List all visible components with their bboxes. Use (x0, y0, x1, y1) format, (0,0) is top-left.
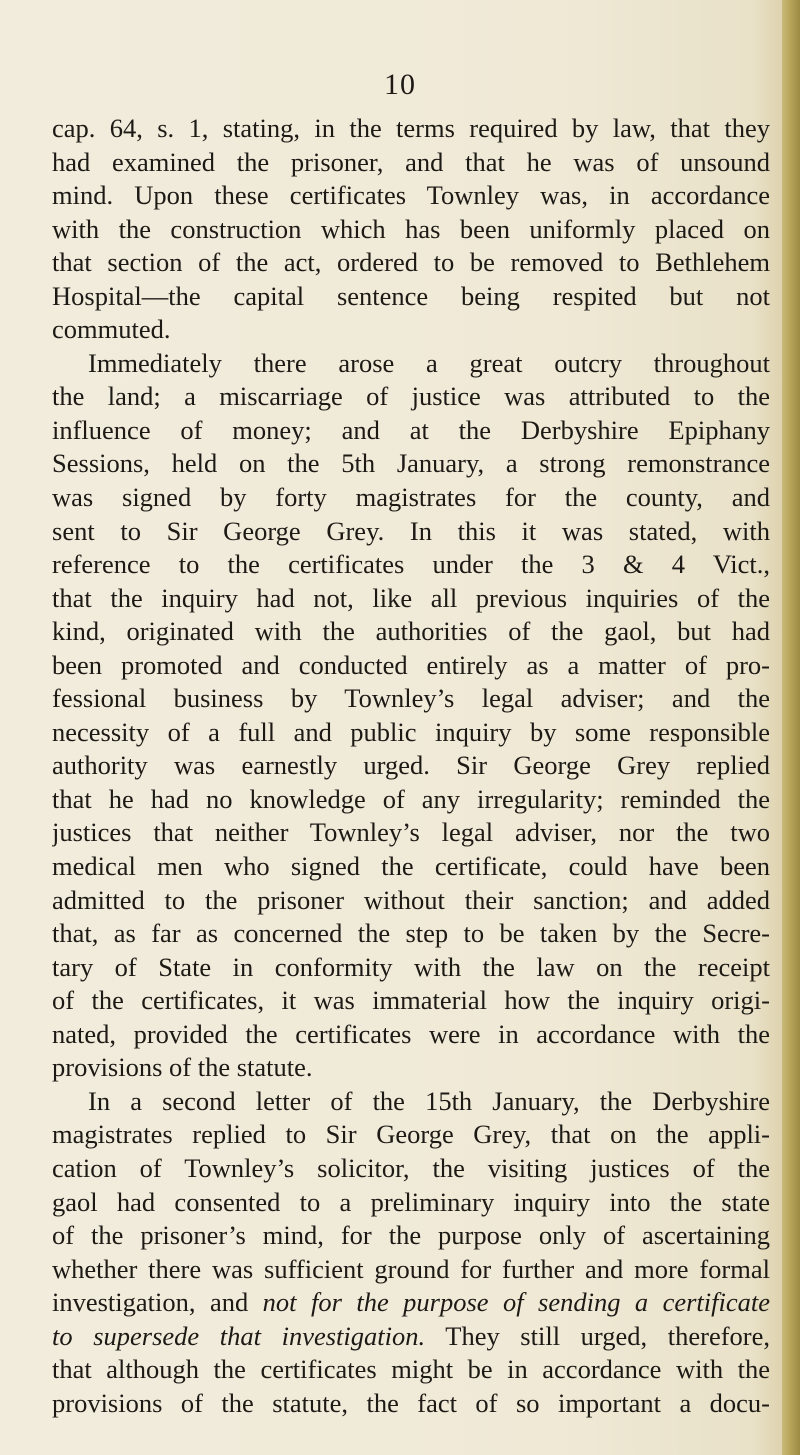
text-line: whether there was sufficient ground for further and more formal (52, 1253, 770, 1284)
text-line: the land; a miscarriage of justice was attributed to the (52, 381, 770, 412)
text-line: that section of the act, ordered to be removed to Bethlehem (52, 247, 770, 278)
text-line: of the prisoner’s mind, for the purpose only of ascertaining (52, 1220, 770, 1251)
text-line: that the inquiry had not, like all previous inquiries of the (52, 582, 770, 613)
italic-phrase: not for the purpose of sending a certificate (262, 1287, 770, 1318)
text-line: kind, originated with the authorities of the gaol, but had (52, 616, 770, 647)
text-line: reference to the certificates under the 3 & 4 Vict., (52, 549, 770, 580)
text-line: admitted to the prisoner without their sanction; and added (52, 884, 770, 915)
text-line: In a second letter of the 15th January, the Derbyshire (88, 1085, 770, 1116)
text-line: with the construction which has been uniformly placed on (52, 213, 770, 244)
text-line: sent to Sir George Grey. In this it was stated, with (52, 515, 770, 546)
text-line: cap. 64, s. 1, stating, in the terms required by law, that they (52, 113, 770, 143)
text-line: tary of State in conformity with the law on the receipt (52, 951, 770, 982)
text-line: mind. Upon these certificates Townley was, in accordance (52, 180, 770, 211)
text-line: that although the certificates might be in accordance with the (52, 1354, 770, 1385)
body-text (52, 112, 770, 1420)
text-line: provisions of the statute, the fact of so important a docu- (52, 1387, 770, 1418)
text-line: cation of Townley’s solicitor, the visiting justices of the (52, 1152, 770, 1183)
italic-phrase: to supersede that investigation. (52, 1320, 426, 1351)
text-line: commuted. (52, 314, 171, 345)
text-line: had examined the prisoner, and that he was of unsound (52, 146, 770, 177)
text-line: necessity of a full and public inquiry by some responsible (52, 716, 770, 747)
text-line: gaol had consented to a preliminary inquiry into the state (52, 1186, 770, 1217)
text-line: magistrates replied to Sir George Grey, that on the appli- (52, 1119, 770, 1150)
text-line: investigation, and not for the purpose of sending a certificate (52, 1287, 770, 1318)
text-line: medical men who signed the certificate, could have been (52, 851, 770, 882)
text-line: Sessions, held on the 5th January, a strong remonstrance (52, 448, 770, 479)
page-edge (782, 0, 800, 1455)
text-line: influence of money; and at the Derbyshire Epiphany (52, 414, 770, 445)
text-line: that, as far as concerned the step to be taken by the Secre- (52, 918, 770, 949)
text-line: was signed by forty magistrates for the county, and (52, 482, 770, 513)
text-line: of the certificates, it was immaterial how the inquiry origi- (52, 985, 770, 1016)
text-line: nated, provided the certificates were in accordance with the (52, 1018, 770, 1049)
text-line: provisions of the statute. (52, 1052, 313, 1083)
text-line: Immediately there arose a great outcry throughout (88, 347, 770, 378)
text-line: to supersede that investigation. They still urged, therefore, (52, 1320, 770, 1351)
text-line: authority was earnestly urged. Sir George Grey replied (52, 750, 770, 781)
text-line: justices that neither Townley’s legal adviser, nor the two (52, 817, 770, 848)
text-line: Hospital—the capital sentence being respited but not (52, 280, 770, 311)
text-line: fessional business by Townley’s legal adviser; and the (52, 683, 770, 714)
text-line: that he had no knowledge of any irregularity; reminded the (52, 783, 770, 814)
text-line: been promoted and conducted entirely as a matter of pro- (52, 649, 770, 680)
page-number: 10 (384, 68, 416, 101)
